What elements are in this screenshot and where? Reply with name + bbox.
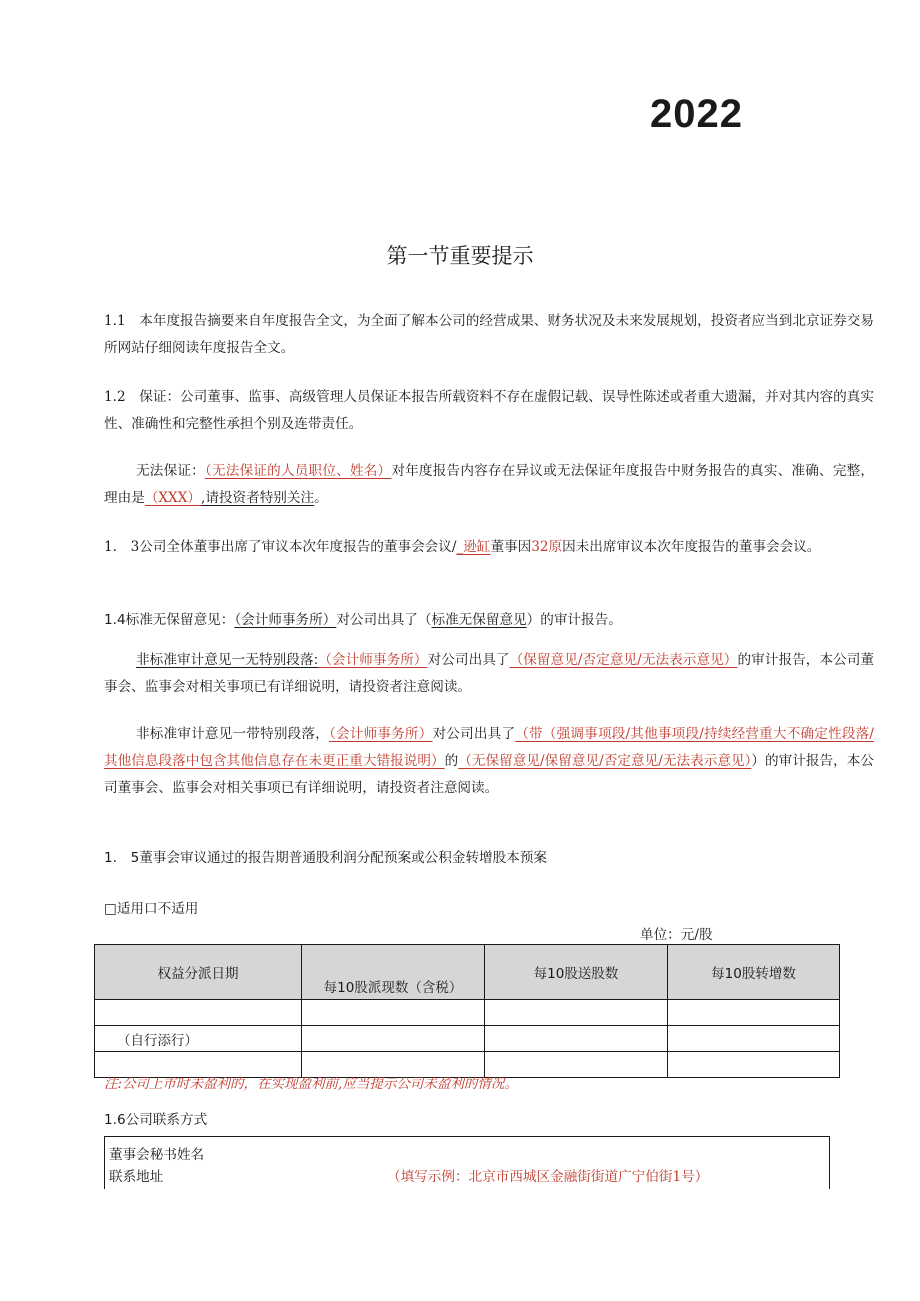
- auditor-placeholder-3: （会计师事务所）: [329, 726, 433, 742]
- table-header: 每10股派现数（含税）: [302, 945, 485, 1000]
- address-example: （填写示例：北京市西城区金融街街道广宁伯街1号）: [387, 1169, 709, 1185]
- nonstandard-with-paragraph-text-b: 的: [444, 753, 459, 769]
- nonstandard-opinion-options: （保留意见/否定意见/无法表示意见）: [509, 652, 738, 668]
- table-cell: （自行添行）: [95, 1026, 302, 1052]
- table-note: 注:公司上市时未盈利的，在实现盈利前,应当提示公司未盈利的情况。: [104, 1076, 518, 1092]
- unit-label: 单位：元/股: [640, 927, 713, 943]
- table-row: [95, 1026, 840, 1052]
- table-cell: [668, 1000, 840, 1026]
- auditor-placeholder-1: （会计师事务所）: [234, 612, 337, 628]
- paragraph-1-3-red-a: _逊缸: [456, 539, 491, 555]
- nonstandard-with-paragraph: [104, 721, 874, 802]
- standard-opinion-type: 标准无保留意见: [431, 612, 527, 628]
- table-cell: [668, 1026, 840, 1052]
- secretary-name-label: 董事会秘书姓名: [109, 1147, 205, 1163]
- nonstandard-no-paragraph-text-b: 的审计报告，本公司董事会、监事会对相关事项已有详细说明，请投资者注意阅读。: [104, 652, 875, 695]
- no-guarantee-persons-placeholder: （无法保证的人员职位、姓名）: [204, 463, 392, 479]
- table-cell: [668, 1052, 840, 1078]
- paragraph-1-3-text-a: 1. 3公司全体董事出席了审议本次年度报告的董事会会议/: [104, 539, 457, 555]
- no-guarantee-label: 无法保证：: [136, 463, 205, 479]
- special-paragraph-options: （带（强调事项段/其他事项段/持续经营重大不确定性段落/其他信息段落中包含其他信息存在未更正重大错报说明）: [104, 726, 875, 769]
- standard-opinion-label: 1.4标准无保留意见：: [104, 612, 235, 628]
- table-cell: [95, 1000, 302, 1026]
- no-guarantee-text: 对年度报告内容存在异议或无法保证年度报告中财务报告的真实、准确、完整，理由是: [104, 463, 875, 506]
- table-header: 权益分派日期: [95, 945, 302, 1000]
- table-row: [95, 1000, 840, 1026]
- paragraph-1-3-text-c: 因未出席审议本次年度报告的董事会会议。: [562, 539, 821, 555]
- nonstandard-no-paragraph-text-a: 对公司出具了: [427, 652, 510, 668]
- paragraph-1-6-heading: 1.6公司联系方式: [104, 1112, 208, 1128]
- auditor-placeholder-2: （会计师事务所）: [318, 652, 428, 668]
- applicable-checkbox-line: □适用口不适用: [104, 901, 199, 917]
- section-title: 第一节重要提示: [386, 244, 534, 268]
- paragraph-1-1: 1.1 本年度报告摘要来自年度报告全文，为全面了解本公司的经营成果、财务状况及未来发展规划，投资者应当到北京证券交易所网站仔细阅读年度报告全文。: [104, 313, 874, 356]
- table-header: 每10股送股数: [485, 945, 668, 1000]
- distribution-table: [94, 944, 840, 1078]
- nonstandard-no-paragraph: [104, 647, 874, 701]
- no-guarantee-reason-placeholder: （XXX）: [144, 490, 202, 506]
- table-cell: [302, 1026, 485, 1052]
- table-cell: [485, 1026, 668, 1052]
- opinion-options: （无保留意见/保留意见/否定意见/无法表示意见）: [458, 753, 752, 769]
- table-cell: [485, 1000, 668, 1026]
- paragraph-1-3: [104, 534, 874, 561]
- no-guarantee-end: 。: [314, 490, 328, 506]
- nonstandard-with-paragraph-label: 非标准审计意见一带特别段落，: [136, 726, 330, 742]
- nonstandard-no-paragraph-label: 非标准审计意见一无特别段落:: [136, 652, 319, 668]
- paragraph-1-4-text-b: ）的审计报告。: [526, 612, 622, 628]
- paragraph-1-4: [104, 607, 874, 634]
- table-header: 每10股转增数: [668, 945, 840, 1000]
- address-label: 联系地址: [109, 1169, 164, 1185]
- report-year: 2022: [650, 92, 743, 136]
- nonstandard-with-paragraph-text-c: ）的审计报告，本公司董事会、监事会对相关事项已有详细说明，请投资者注意阅读。: [104, 753, 874, 796]
- paragraph-1-2: 1.2 保证：公司董事、监事、高级管理人员保证本报告所载资料不存在虚假记载、误导性陈述或者重大遗漏，并对其内容的真实性、准确性和完整性承担个别及连带责任。: [104, 389, 874, 432]
- contact-table: [104, 1136, 830, 1189]
- table-header-row: [95, 945, 840, 1000]
- table-cell: [302, 1000, 485, 1026]
- paragraph-1-3-red-b: 32原: [531, 539, 563, 555]
- paragraph-1-4-text-a: 对公司出具了（: [336, 612, 432, 628]
- no-guarantee-attention: ,请投资者特别关注: [201, 490, 315, 506]
- no-guarantee-paragraph: [104, 458, 874, 512]
- paragraph-1-3-text-b: 董事因: [490, 539, 532, 555]
- paragraph-1-5-heading: 1. 5董事会审议通过的报告期普通股利润分配预案或公积金转增股本预案: [104, 850, 548, 866]
- nonstandard-with-paragraph-text-a: 对公司出具了: [432, 726, 516, 742]
